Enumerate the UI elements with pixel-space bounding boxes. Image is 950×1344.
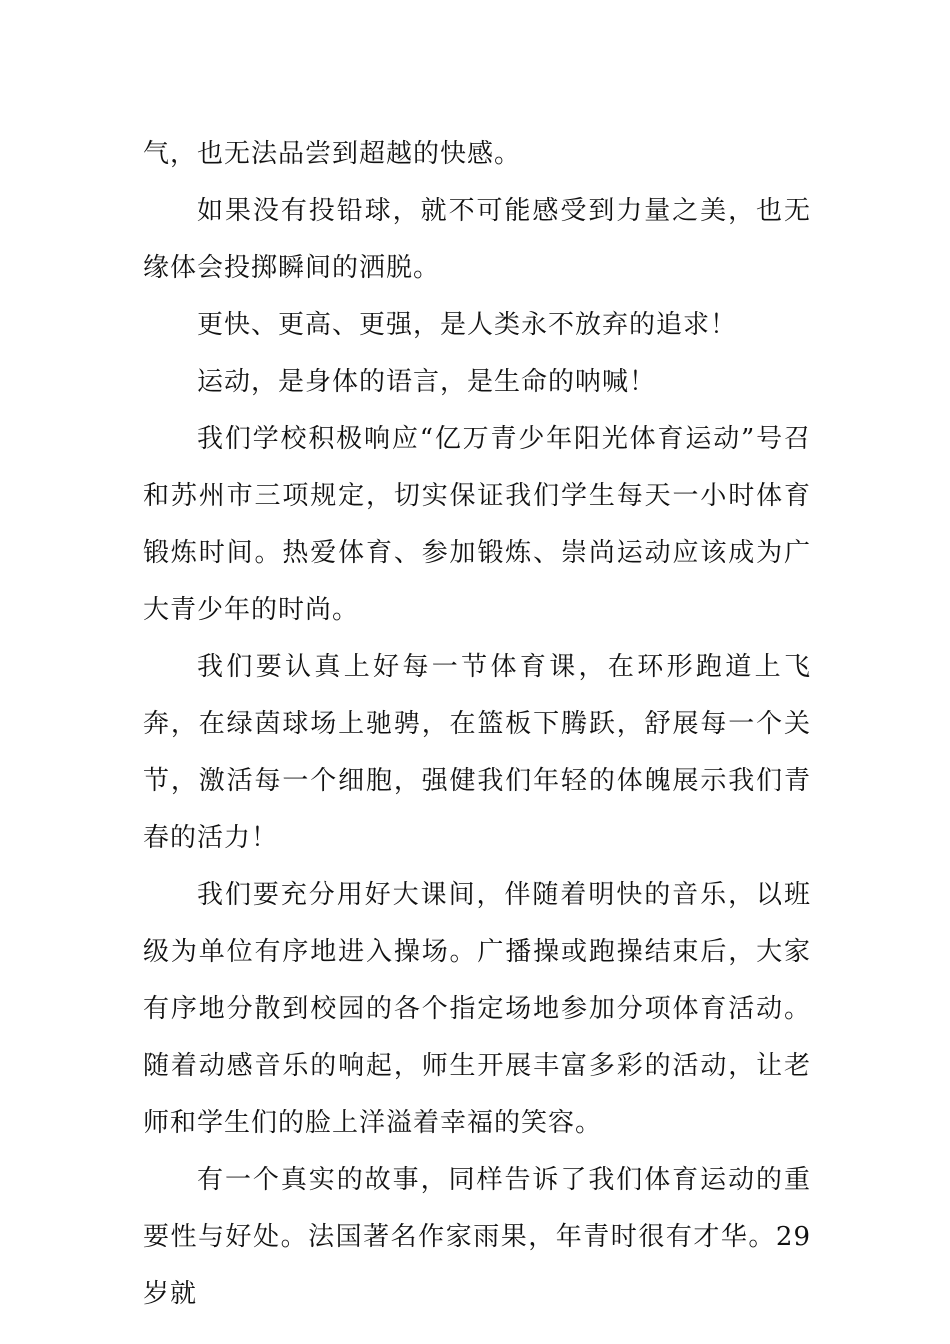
paragraph-pe-class: 我们要认真上好每一节体育课，在环形跑道上飞奔，在绿茵球场上驰骋，在篮板下腾跃，舒展每一个关节，激活每一个细胞，强健我们年轻的体魄展示我们青春的活力！ [143,652,811,853]
paragraph-motto: 更快、更高、更强，是人类永不放弃的追求！ [197,310,738,340]
paragraph-recess: 我们要充分用好大课间，伴随着明快的音乐，以班级为单位有序地进入操场。广播操或跑操结束后，大家有序地分散到校园的各个指定场地参加分项体育活动。随着动感音乐的响起，师生开展丰富多彩的活动，让老师和学生们的脸上洋溢着幸福的笑容。 [143,880,811,1138]
paragraph-sport-language: 运动，是身体的语言，是生命的呐喊！ [197,367,657,397]
paragraph-continuation: 气，也无法品尝到超越的快感。 [143,139,522,169]
paragraph-shot-put: 如果没有投铅球，就不可能感受到力量之美，也无缘体会投掷瞬间的洒脱。 [143,196,811,283]
document-body [143,126,811,1323]
paragraph-story: 有一个真实的故事，同样告诉了我们体育运动的重要性与好处。法国著名作家雨果，年青时很有才华。29 岁就 [143,1165,811,1309]
paragraph-school-response: 我们学校积极响应“亿万青少年阳光体育运动”号召和苏州市三项规定，切实保证我们学生每天一小时体育锻炼时间。热爱体育、参加锻炼、崇尚运动应该成为广大青少年的时尚。 [143,424,811,625]
